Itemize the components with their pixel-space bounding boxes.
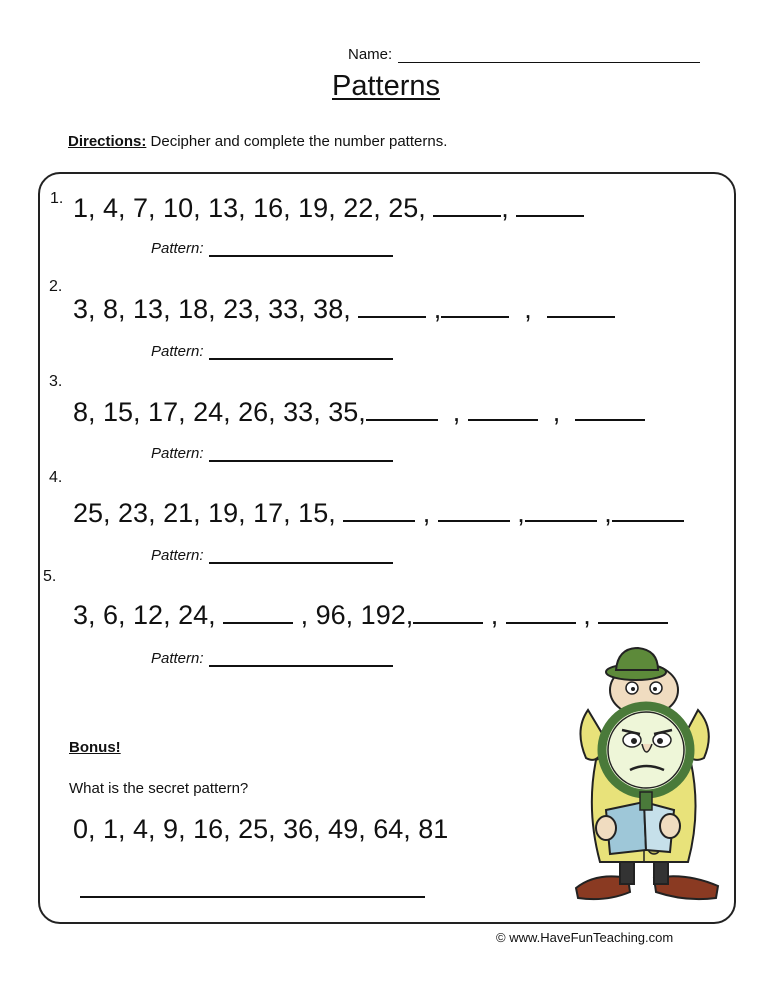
pattern-row: Pattern:: [151, 650, 393, 667]
problem-number: 5.: [43, 568, 57, 585]
detective-with-magnifying-glass-icon: [566, 640, 726, 910]
bonus-label: Bonus!: [69, 739, 121, 756]
pattern-row: Pattern:: [151, 445, 393, 462]
answer-blank[interactable]: [598, 621, 668, 624]
copyright-footer: © www.HaveFunTeaching.com: [496, 930, 674, 945]
answer-blank[interactable]: [525, 519, 597, 522]
answer-blank[interactable]: [438, 519, 510, 522]
pattern-line[interactable]: [209, 344, 393, 360]
pattern-row: Pattern:: [151, 547, 393, 564]
directions-label: Directions:: [68, 133, 147, 150]
bonus-sequence: 0, 1, 4, 9, 16, 25, 36, 49, 64, 81: [73, 814, 449, 844]
problem-sequence: 3, 8, 13, 18, 23, 33, 38, , ,: [73, 294, 615, 325]
problem-number: 3.: [49, 373, 63, 390]
pattern-line[interactable]: [209, 446, 393, 462]
name-field[interactable]: [348, 46, 700, 63]
answer-blank[interactable]: [575, 418, 645, 421]
answer-blank[interactable]: [358, 315, 426, 318]
directions-text: Decipher and complete the number patterns.: [150, 133, 448, 150]
answer-blank[interactable]: [366, 418, 438, 421]
bonus-question: What is the secret pattern?: [69, 780, 249, 797]
answer-blank[interactable]: [223, 621, 293, 624]
name-label: Name:: [348, 46, 393, 63]
problem-sequence: 8, 15, 17, 24, 26, 33, 35, , ,: [73, 397, 645, 428]
directions: [68, 133, 447, 150]
pattern-row: Pattern:: [151, 343, 393, 360]
answer-blank[interactable]: [468, 418, 538, 421]
answer-blank[interactable]: [506, 621, 576, 624]
pattern-row: Pattern:: [151, 240, 393, 257]
answer-blank[interactable]: [516, 214, 584, 217]
pattern-line[interactable]: [209, 651, 393, 667]
problem-number: 1.: [50, 190, 64, 207]
answer-blank[interactable]: [441, 315, 509, 318]
answer-blank[interactable]: [547, 315, 615, 318]
problem-sequence: 25, 23, 21, 19, 17, 15, , , ,: [73, 498, 684, 529]
pattern-line[interactable]: [209, 548, 393, 564]
answer-blank[interactable]: [343, 519, 415, 522]
answer-blank[interactable]: [433, 214, 501, 217]
bonus-answer-line[interactable]: [80, 896, 425, 898]
pattern-line[interactable]: [209, 241, 393, 257]
problem-number: 4.: [49, 469, 63, 486]
problem-sequence: 3, 6, 12, 24, , 96, 192, , ,: [73, 600, 668, 631]
problem-sequence: 1, 4, 7, 10, 13, 16, 19, 22, 25, ,: [73, 193, 584, 224]
answer-blank[interactable]: [413, 621, 483, 624]
page-title: Patterns: [332, 70, 440, 102]
name-line[interactable]: [398, 48, 700, 63]
answer-blank[interactable]: [612, 519, 684, 522]
problem-number: 2.: [49, 278, 63, 295]
